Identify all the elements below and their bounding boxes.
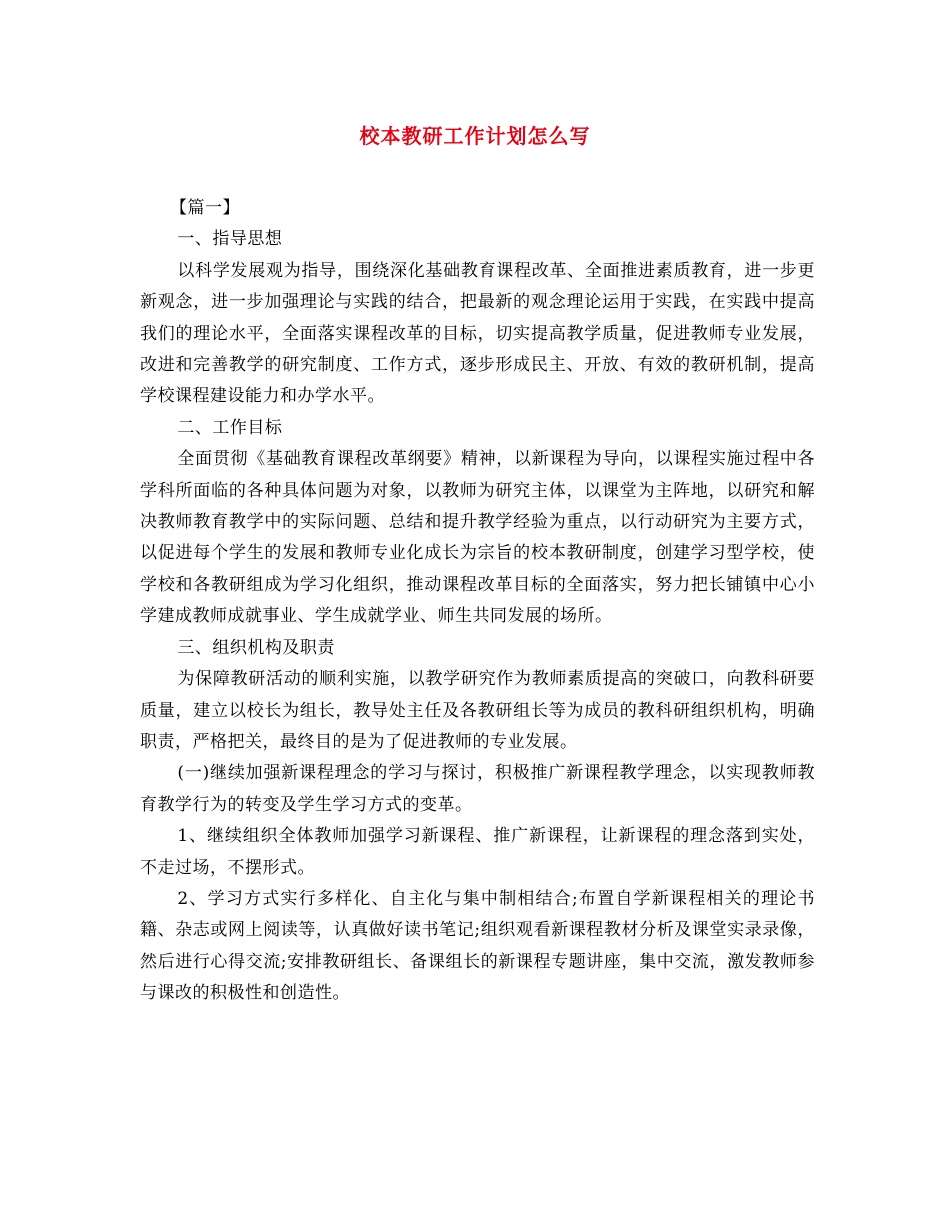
section-heading: 二、工作目标 (177, 417, 283, 438)
section-heading: 一、指导思想 (177, 229, 283, 250)
section-heading: 三、组织机构及职责 (177, 637, 335, 658)
body-paragraph: 为保障教研活动的顺利实施，以教学研究作为教师素质提高的突破口，向教科研要质量，建立以校长为组长，教导处主任及各教研组长等为成员的教科研组织机构，明确职责，严格把关，最终目的是为了促进教师的专业发展。 (140, 669, 815, 752)
body-paragraph: 2、学习方式实行多样化、自主化与集中制相结合;布置自学新课程相关的理论书籍、杂志或网上阅读等，认真做好读书笔记;组织观看新课程教材分析及课堂实录录像，然后进行心得交流;安排教研组长、备课组长的新课程专题讲座，集中交流，激发教师参与课改的积极性和创造性。 (140, 888, 815, 1004)
section-label: 【篇一】 (170, 198, 240, 218)
body-paragraph: 以科学发展观为指导，围绕深化基础教育课程改革、全面推进素质教育，进一步更新观念，进一步加强理论与实践的结合，把最新的观念理论运用于实践，在实践中提高我们的理论水平，全面落实课程改革的目标，切实提高教学质量，促进教师专业发展，改进和完善教学的研究制度、工作方式，逐步形成民主、开放、有效的教研机制，提高学校课程建设能力和办学水平。 (140, 260, 815, 407)
body-paragraph: 全面贯彻《基础教育课程改革纲要》精神，以新课程为导向，以课程实施过程中各学科所面临的各种具体问题为对象，以教师为研究主体，以课堂为主阵地，以研究和解决教师教育教学中的实际问题、总结和提升教学经验为重点，以行动研究为主要方式，以促进每个学生的发展和教师专业化成长为宗旨的校本教研制度，创建学习型学校，使学校和各教研组成为学习化组织，推动课程改革目标的全面落实，努力把长铺镇中心小学建成教师成就事业、学生成就学业、师生共同发展的场所。 (140, 449, 815, 627)
document-body (140, 193, 815, 1010)
document-title: 校本教研工作计划怎么写 (359, 124, 591, 148)
body-paragraph: 1、继续组织全体教师加强学习新课程、推广新课程，让新课程的理念落到实处，不走过场，不摆形式。 (140, 826, 815, 878)
body-paragraph: (一)继续加强新课程理念的学习与探讨，积极推广新课程教学理念，以实现教师教育教学行为的转变及学生学习方式的变革。 (140, 763, 815, 815)
